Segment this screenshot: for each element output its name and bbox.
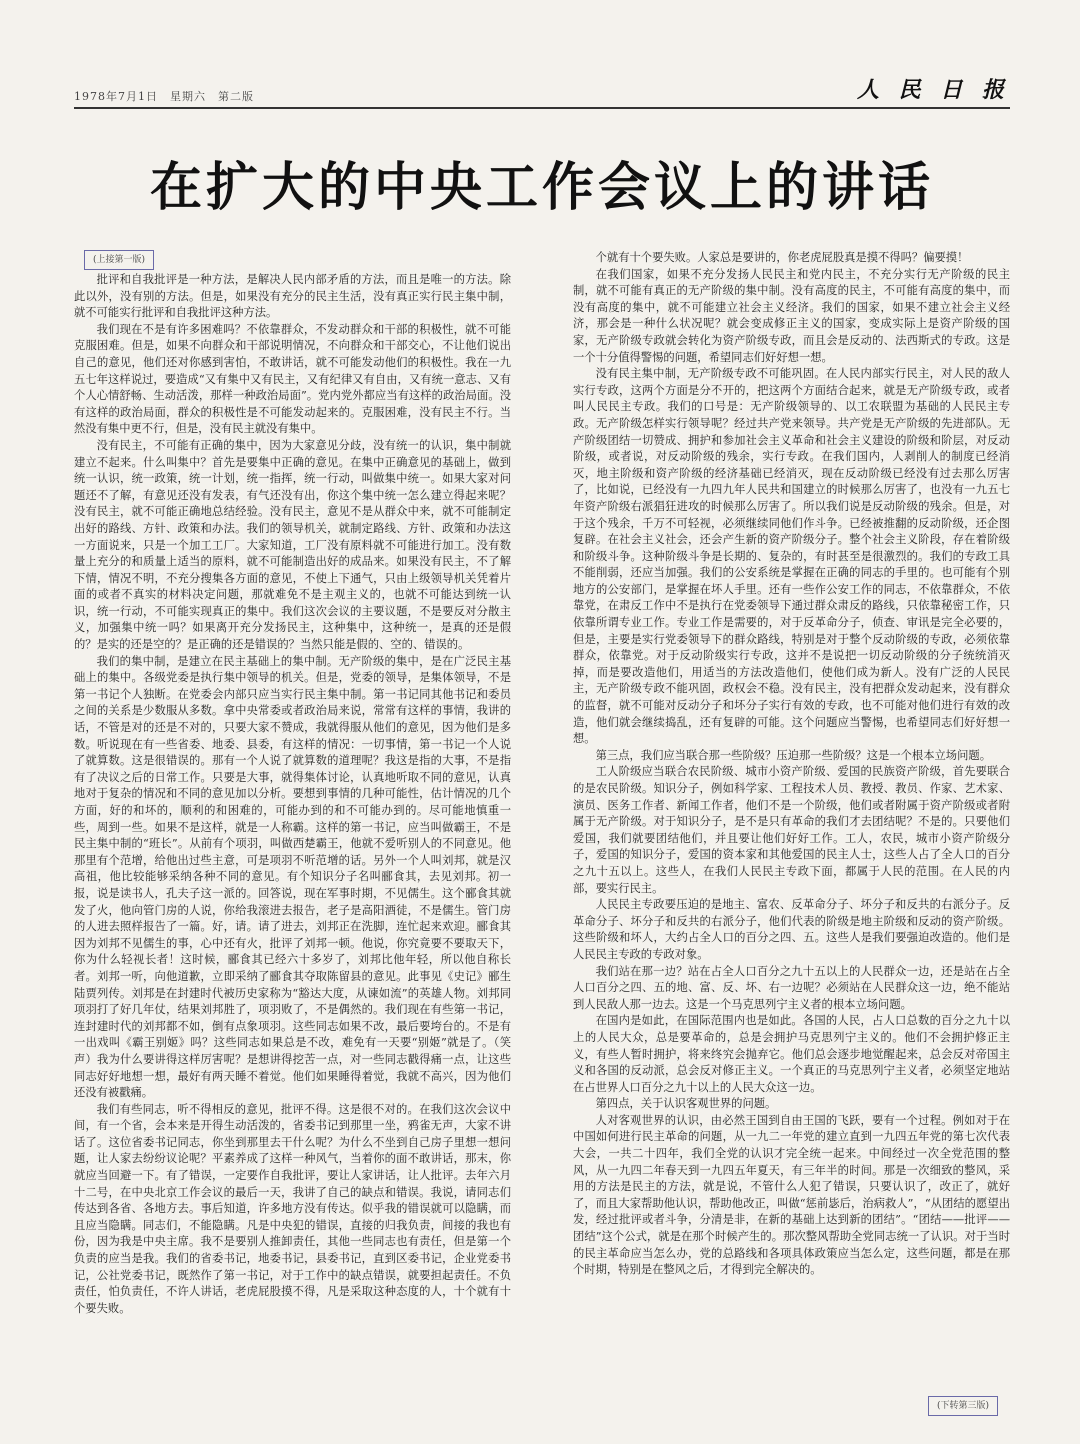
paragraph: 工人阶级应当联合农民阶级、城市小资产阶级、爱国的民族资产阶级，首先要联合的是农民阶级。知识分子，例如科学家、工程技术人员、教授、教员、作家、艺术家、演员、医务工作者、新闻工作者，他们不是一个阶级，他们或者附属于资产阶级或者附属于无产阶级。对于知识分子，是不是只有革命的我们才去团结呢？不是的。只要他们爱国，我们就要团结他们，并且要让他们好好工作。工人，农民，城市小资产阶级分子，爱国的知识分子，爱国的资本家和其他爱国的民主人士，这些人占了全人口的百分之九十五以上。这些人，在我们人民民主专政下面，都属于人民的范围。在人民的内部，要实行民主。 (573, 765, 1010, 895)
masthead (74, 78, 1010, 109)
continued-from-tag: (上接第一版) (84, 250, 154, 270)
paragraph: 批评和自我批评是一种方法，是解决人民内部矛盾的方法，而且是唯一的方法。除此以外，没有别的方法。但是，如果没有充分的民主生活，没有真正实行民主集中制，就不可能实行批评和自我批评这种方法。 (74, 273, 511, 320)
right-column (573, 250, 1010, 1400)
paragraph: 在国内是如此，在国际范围内也是如此。各国的人民，占人口总数的百分之九十以上的人民大众，总是要革命的，总是会拥护马克思列宁主义的。他们不会拥护修正主义，有些人暂时拥护，将来终究会抛弃它。他们总会逐步地觉醒起来，总会反对帝国主义和各国的反动派，总会反对修正主义。一个真正的马克思列宁主义者，必须坚定地站在占世界人口百分之九十以上的人民大众这一边。 (573, 1014, 1010, 1094)
paragraph: 在我们国家，如果不充分发扬人民民主和党内民主，不充分实行无产阶级的民主制，就不可能有真正的无产阶级的集中制。没有高度的民主，不可能有高度的集中，而没有高度的集中，就不可能建立社会主义经济。我们的国家，如果不建立社会主义经济，那会是一种什么状况呢？就会变成修正主义的国家，变成实际上是资产阶级的国家，无产阶级专政就会转化为资产阶级专政，而且会是反动的、法西斯式的专政。这是一个十分值得警惕的问题，希望同志们好好想一想。 (573, 267, 1010, 364)
paragraph: 没有民主集中制，无产阶级专政不可能巩固。在人民内部实行民主，对人民的敌人实行专政，这两个方面是分不开的，把这两个方面结合起来，就是无产阶级专政，或者叫人民民主专政。我们的口号是：无产阶级领导的、以工农联盟为基础的人民民主专政。无产阶级怎样实行领导呢？经过共产党来领导。共产党是无产阶级的先进部队。无产阶级团结一切赞成、拥护和参加社会主义革命和社会主义建设的阶级和阶层，对反动阶级，或者说，对反动阶级的残余，实行专政。在我们国内，人剥削人的制度已经消灭，地主阶级和资产阶级的经济基础已经消灭，现在反动阶级已经没有过去那么厉害了，比如说，已经没有一九四九年人民共和国建立的时候那么厉害了，也没有一九五七年资产阶级右派猖狂进攻的时候那么厉害了。所以我们说是反动阶级的残余。但是，对于这个残余，千万不可轻视，必须继续同他们作斗争。已经被推翻的反动阶级，还企图复辟。在社会主义社会，还会产生新的资产阶级分子。整个社会主义阶段，存在着阶级和阶级斗争。这种阶级斗争是长期的、复杂的，有时甚至是很激烈的。我们的专政工具不能削弱，还应当加强。我们的公安系统是掌握在正确的同志的手里的。也可能有个别地方的公安部门，是掌握在坏人手里。还有一些作公安工作的同志，不依靠群众，不依靠党，在肃反工作中不是执行在党委领导下通过群众肃反的路线，只依靠秘密工作，只依靠所谓专业工作。专业工作是需要的，对于反革命分子，侦查、审讯是完全必要的，但是，主要是实行党委领导下的群众路线，特别是对于整个反动阶级的专政，必须依靠群众，依靠党。对于反动阶级实行专政，这并不是说把一切反动阶级的分子统统消灭掉，而是要改造他们，用适当的方法改造他们，使他们成为新人。没有广泛的人民民主，无产阶级专政不能巩固，政权会不稳。没有民主，没有把群众发动起来，没有群众的监督，就不可能对反动分子和坏分子实行有效的专政，也不可能对他们进行有效的改造，他们就会继续捣乱，还有复辟的可能。这个问题应当警惕，也希望同志们好好想一想。 (573, 367, 1010, 746)
paragraph: 第三点，我们应当联合那一些阶级？压迫那一些阶级？这是一个根本立场问题。 (595, 748, 991, 762)
paragraph: 我们有些同志，听不得相反的意见，批评不得。这是很不对的。在我们这次会议中间，有一个省，会本来是开得生动活泼的，省委书记到那里一坐，鸦雀无声，大家不讲话了。这位省委书记同志，你坐到那里去干什么呢？为什么不坐到自己房子里想一想问题，让人家去纷纷议论呢？平素养成了这样一种风气，当着你的面不敢讲话，那末，你就应当回避一下。有了错误，一定要作自我批评，要让人家讲话，让人批评。去年六月十二号，在中央北京工作会议的最后一天，我讲了自己的缺点和错误。我说，请同志们传达到各省、各地方去。事后知道，许多地方没有传达。似乎我的错误就可以隐瞒，而且应当隐瞒。同志们，不能隐瞒。凡是中央犯的错误，直接的归我负责，间接的我也有份，因为我是中央主席。我不是要别人推卸责任，其他一些同志也有责任，但是第一个负责的应当是我。我们的省委书记，地委书记，县委书记，直到区委书记，企业党委书记，公社党委书记，既然作了第一书记，对于工作中的缺点错误，就要担起责任。不负责任，怕负责任，不许人讲话，老虎屁股摸不得，凡是采取这种态度的人，十个就有十个要失败。 (74, 1102, 511, 1315)
dateline: 1978年7月1日 星期六 第二版 (74, 90, 254, 103)
continued-to-tag: (下转第三版) (928, 1396, 998, 1416)
paper-name-logo: 人 民 日 报 (857, 77, 1010, 103)
paragraph: 人对客观世界的认识，由必然王国到自由王国的飞跃，要有一个过程。例如对于在中国如何进行民主革命的问题，从一九二一年党的建立直到一九四五年党的第七次代表大会，一共二十四年，我们全党的认识才完全统一起来。中间经过一次全党范围的整风，从一九四二年春天到一九四五年夏天，有三年半的时间。那是一次细致的整风，采用的方法是民主的方法，就是说，不管什么人犯了错误，只要认识了，改正了，就好了，而且大家帮助他认识，帮助他改正，叫做“惩前毖后，治病救人”，“从团结的愿望出发，经过批评或者斗争，分清是非，在新的基础上达到新的团结”。“团结——批评——团结”这个公式，就是在那个时候产生的。那次整风帮助全党同志统一了认识。对于当时的民主革命应当怎么办，党的总路线和各项具体政策应当怎么定，这些问题，都是在那个时期，特别是在整风之后，才得到完全解决的。 (573, 1113, 1010, 1277)
paragraph: 我们的集中制，是建立在民主基础上的集中制。无产阶级的集中，是在广泛民主基础上的集中。各级党委是执行集中领导的机关。但是，党委的领导，是集体领导，不是第一书记个人独断。在党委会内部只应当实行民主集中制。第一书记同其他书记和委员之间的关系是少数服从多数。拿中央常委或者政治局来说，常常有这样的事情，我讲的话，不管是对的还是不对的，只要大家不赞成，我就得服从他们的意见，因为他们是多数。听说现在有一些省委、地委、县委，有这样的情况：一切事情，第一书记一个人说了就算数。这是很错误的。那有一个人说了就算数的道理呢？我这是指的大事，不是指有了决议之后的日常工作。只要是大事，就得集体讨论，认真地听取不同的意见，认真地对于复杂的情况和不同的意见加以分析。要想到事情的几种可能性，估计情况的几个方面，好的和坏的，顺利的和困难的，可能办到的和不可能办到的。尽可能地慎重一些，周到一些。如果不是这样，就是一人称霸。这样的第一书记，应当叫做霸王，不是民主集中制的“班长”。从前有个项羽，叫做西楚霸王，他就不爱听别人的不同意见。他那里有个范增，给他出过些主意，可是项羽不听范增的话。另外一个人叫刘邦，就是汉高祖，他比较能够采纳各种不同的意见。有个知识分子名叫郦食其，去见刘邦。初一报，说是读书人，孔夫子这一派的。回答说，现在军事时期，不见儒生。这个郦食其就发了火，他向管门房的人说，你给我滚进去报告，老子是高阳酒徒，不是儒生。管门房的人进去照样报告了一篇。好，请。请了进去，刘邦正在洗脚，连忙起来欢迎。郦食其因为刘邦不见儒生的事，心中还有火，批评了刘邦一顿。他说，你究竟要不要取天下，你为什么轻视长者！这时候，郦食其已经六十多岁了，刘邦比他年轻，所以他自称长者。刘邦一听，向他道歉，立即采纳了郦食其夺取陈留县的意见。此事见《史记》郦生陆贾列传。刘邦是在封建时代被历史家称为“豁达大度，从谏如流”的英雄人物。刘邦同项羽打了好几年仗，结果刘邦胜了，项羽败了，不是偶然的。我们现在有些第一书记，连封建时代的刘邦都不如，倒有点象项羽。这些同志如果不改，最后要垮台的。不是有一出戏叫《霸王别姬》吗？这些同志如果总是不改，难免有一天要“别姬”就是了。（笑声）我为什么要讲得这样厉害呢？是想讲得挖苦一点，对一些同志戳得痛一点，让这些同志好好地想一想，最好有两天睡不着觉。他们如果睡得着觉，我就不高兴，因为他们还没有被戳痛。 (74, 654, 511, 1100)
left-column (74, 250, 511, 1400)
paragraph: 第四点，关于认识客观世界的问题。 (595, 1097, 777, 1111)
paragraph: 我们站在那一边？站在占全人口百分之九十五以上的人民群众一边，还是站在占全人口百分之四、五的地、富、反、坏、右一边呢？必须站在人民群众这一边，绝不能站到人民敌人那一边去。这是一个马克思列宁主义者的根本立场问题。 (573, 964, 1010, 1011)
paragraph: 个就有十个要失败。人家总是要讲的，你老虎屁股真是摸不得吗？偏要摸！ (595, 251, 969, 264)
paragraph: 没有民主，不可能有正确的集中，因为大家意见分歧，没有统一的认识，集中制就建立不起来。什么叫集中？首先是要集中正确的意见。在集中正确意见的基础上，做到统一认识，统一政策，统一计划，统一指挥，统一行动，叫做集中统一。如果大家对问题还不了解，有意见还没有发表，有气还没有出，你这个集中统一怎么建立得起来呢？没有民主，就不可能正确地总结经验。没有民主，意见不是从群众中来，就不可能制定出好的路线、方针、政策和办法。我们的领导机关，就制定路线、方针、政策和办法这一方面说来，只是一个加工工厂。大家知道，工厂没有原料就不可能进行加工。没有数量上充分的和质量上适当的原料，就不可能制造出好的成品来。如果没有民主，不了解下情，情况不明，不充分搜集各方面的意见，不使上下通气，只由上级领导机关凭着片面的或者不真实的材料决定问题，那就难免不是主观主义的，也就不可能达到统一认识，统一行动，不可能实现真正的集中。我们这次会议的主要议题，不是要反对分散主义，加强集中统一吗？如果离开充分发扬民主，这种集中，这种统一，是真的还是假的？是实的还是空的？是正确的还是错误的？当然只能是假的、空的、错误的。 (74, 438, 511, 652)
paragraph: 人民民主专政要压迫的是地主、富农、反革命分子、坏分子和反共的右派分子。反革命分子、坏分子和反共的右派分子，他们代表的阶级是地主阶级和反动的资产阶级。这些阶级和坏人，大约占全人口的百分之四、五。这些人是我们要强迫改造的。他们是人民民主专政的专政对象。 (573, 898, 1010, 961)
article-body (74, 250, 1010, 1400)
headline: 在扩大的中央工作会议上的讲话 (149, 158, 934, 218)
paragraph: 我们现在不是有许多困难吗？不依靠群众，不发动群众和干部的积极性，就不可能克服困难。但是，如果不向群众和干部说明情况，不向群众和干部交心，不让他们说出自己的意见，他们还对你感到害怕，不敢讲话，就不可能发动他们的积极性。我在一九五七年这样说过，要造成“又有集中又有民主，又有纪律又有自由，又有统一意志、又有个人心情舒畅、生动活泼，那样一种政治局面”。党内党外都应当有这样的政治局面。没有这样的政治局面，群众的积极性是不可能发动起来的。克服困难，没有民主不行。当然没有集中更不行，但是，没有民主就没有集中。 (74, 322, 511, 436)
